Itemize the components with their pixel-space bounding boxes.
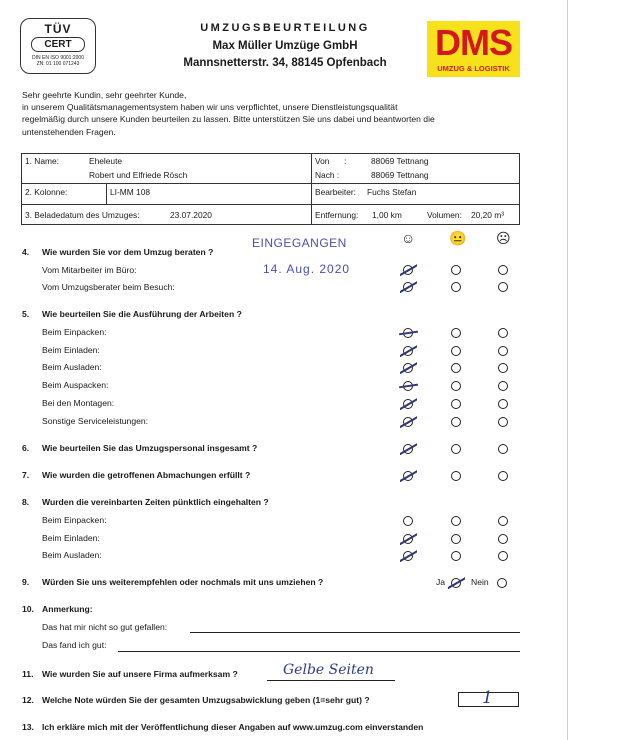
question-5	[22, 309, 242, 319]
rating-radio-good[interactable]	[403, 381, 413, 391]
q4-sub1: Vom Mitarbeiter im Büro:	[42, 265, 137, 275]
recommend-yes-radio[interactable]	[451, 578, 461, 588]
rating-radio-good[interactable]	[403, 417, 413, 427]
q5-sub5: Bei den Montagen:	[42, 398, 115, 408]
q10-sub1: Das hat mir nicht so gut gefallen:	[42, 622, 168, 632]
rating-radio-neutral[interactable]	[451, 265, 461, 275]
grade-answer: 1	[482, 688, 493, 708]
rating-radio-neutral[interactable]	[451, 417, 461, 427]
datum-label: 3. Beladedatum des Umzuges:	[25, 210, 140, 220]
rating-radio-bad[interactable]	[498, 417, 508, 427]
table-divider	[22, 204, 519, 205]
cert-iso: DIN EN ISO 9001:2000	[32, 55, 84, 61]
rating-radio-bad[interactable]	[498, 444, 508, 454]
rating-radio-bad[interactable]	[498, 551, 508, 561]
bearbeiter-value: Fuchs Stefan	[367, 187, 417, 197]
intro-greeting: Sehr geehrte Kundin, sehr geehrter Kunde,	[22, 90, 187, 100]
rating-radio-neutral[interactable]	[451, 282, 461, 292]
name-line2: Robert und Elfriede Rösch	[89, 170, 188, 180]
rating-radio-good[interactable]	[403, 399, 413, 409]
volumen-value: 20,20 m³	[471, 210, 505, 220]
rating-radio-bad[interactable]	[498, 265, 508, 275]
question-number: 10.	[22, 604, 34, 614]
rating-radio-bad[interactable]	[498, 282, 508, 292]
name-label: 1. Name:	[25, 156, 59, 166]
referral-answer: Gelbe Seiten	[283, 662, 374, 678]
q5-sub4: Beim Auspacken:	[42, 380, 109, 390]
question-13	[22, 722, 423, 732]
company-name: Max Müller Umzüge GmbH	[212, 40, 358, 52]
question-number: 8.	[22, 497, 30, 507]
question-text: Wurden die vereinbarten Zeiten pünktlich eingehalten ?	[42, 497, 269, 507]
like-answer-line[interactable]	[118, 651, 520, 652]
q5-sub1: Beim Einpacken:	[42, 327, 107, 337]
question-number: 7.	[22, 470, 30, 480]
rating-radio-good[interactable]	[403, 534, 413, 544]
nach-label: Nach :	[315, 170, 340, 180]
von-label: Von	[315, 156, 330, 166]
kolonne-label: 2. Kolonne:	[25, 187, 68, 197]
nach-value: 88069 Tettnang	[371, 170, 429, 180]
rating-radio-good[interactable]	[403, 516, 413, 526]
sad-face-icon: ☹	[496, 230, 511, 246]
dislike-answer-line[interactable]	[190, 632, 520, 633]
question-8	[22, 497, 269, 507]
rating-radio-good[interactable]	[403, 265, 413, 275]
rating-radio-good[interactable]	[403, 444, 413, 454]
rating-radio-bad[interactable]	[498, 328, 508, 338]
q8-sub3: Beim Ausladen:	[42, 550, 102, 560]
question-text: Anmerkung:	[42, 604, 93, 614]
question-text: Wie wurden Sie auf unsere Firma aufmerksam ?	[42, 669, 238, 679]
entfernung-label: Entfernung:	[315, 210, 359, 220]
rating-radio-good[interactable]	[403, 328, 413, 338]
tuev-text: TÜV	[44, 22, 72, 36]
rating-radio-bad[interactable]	[498, 346, 508, 356]
cert-number: ZN: 01 100 071243	[36, 61, 80, 67]
recommend-no-radio[interactable]	[497, 578, 507, 588]
rating-radio-bad[interactable]	[498, 381, 508, 391]
rating-radio-good[interactable]	[403, 471, 413, 481]
datum-value: 23.07.2020	[170, 210, 212, 220]
rating-radio-bad[interactable]	[498, 534, 508, 544]
rating-radio-bad[interactable]	[498, 399, 508, 409]
question-6	[22, 443, 257, 453]
q5-sub3: Beim Ausladen:	[42, 362, 102, 372]
q5-sub2: Beim Einladen:	[42, 345, 100, 355]
neutral-face-icon: 😐	[449, 230, 467, 246]
table-divider	[106, 183, 107, 204]
rating-radio-neutral[interactable]	[451, 346, 461, 356]
q8-sub2: Beim Einladen:	[42, 533, 100, 543]
dms-brand: DMS	[435, 22, 512, 63]
name-line1: Eheleute	[89, 156, 123, 166]
question-number: 12.	[22, 695, 34, 705]
intro-line: in unserem Qualitätsmanagementsystem haben wir uns verpflichtet, unsere Dienstleistungsqualität	[22, 102, 398, 113]
rating-radio-neutral[interactable]	[451, 534, 461, 544]
rating-radio-neutral[interactable]	[451, 516, 461, 526]
tuev-cert-logo	[20, 18, 96, 74]
cert-text: CERT	[31, 37, 85, 52]
referral-answer-line[interactable]	[267, 680, 395, 681]
rating-radio-neutral[interactable]	[451, 399, 461, 409]
question-number: 13.	[22, 722, 34, 732]
rating-radio-neutral[interactable]	[451, 363, 461, 373]
rating-radio-bad[interactable]	[498, 516, 508, 526]
rating-radio-neutral[interactable]	[451, 444, 461, 454]
rating-radio-bad[interactable]	[498, 471, 508, 481]
von-value: 88069 Tettnang	[371, 156, 429, 166]
rating-radio-neutral[interactable]	[451, 551, 461, 561]
question-text: Würden Sie uns weiterempfehlen oder nochmals mit uns umziehen ?	[42, 577, 324, 587]
nein-label: Nein	[471, 577, 489, 587]
rating-radio-neutral[interactable]	[451, 471, 461, 481]
question-text: Wie wurden Sie vor dem Umzug beraten ?	[42, 247, 214, 257]
received-stamp: EINGEGANGEN	[252, 236, 347, 250]
cert-details	[21, 55, 95, 67]
rating-radio-bad[interactable]	[498, 363, 508, 373]
volumen-label: Volumen:	[427, 210, 462, 220]
question-10	[22, 604, 93, 614]
entfernung-value: 1,00 km	[372, 210, 402, 220]
question-9	[22, 577, 323, 587]
rating-radio-good[interactable]	[403, 551, 413, 561]
rating-radio-good[interactable]	[403, 346, 413, 356]
bearbeiter-label: Bearbeiter:	[315, 187, 356, 197]
rating-radio-neutral[interactable]	[451, 328, 461, 338]
table-divider	[311, 154, 312, 224]
question-text: Wie beurteilen Sie das Umzugspersonal insgesamt ?	[42, 443, 258, 453]
question-number: 6.	[22, 443, 30, 453]
kolonne-value: LI-MM 108	[110, 187, 151, 197]
dms-logo	[427, 21, 520, 77]
rating-radio-good[interactable]	[403, 363, 413, 373]
question-text: Welche Note würden Sie der gesamten Umzugsabwicklung geben (1=sehr gut) ?	[42, 695, 370, 705]
question-7	[22, 470, 250, 480]
q8-sub1: Beim Einpacken:	[42, 515, 107, 525]
q10-sub2: Das fand ich gut:	[42, 640, 107, 650]
von-colon: :	[344, 156, 347, 166]
question-4	[22, 247, 213, 257]
customer-info-table	[21, 153, 520, 225]
rating-radio-good[interactable]	[403, 282, 413, 292]
question-12	[22, 695, 370, 705]
table-divider	[22, 183, 519, 184]
ja-label: Ja	[436, 577, 446, 587]
question-11	[22, 669, 238, 679]
rating-radio-neutral[interactable]	[451, 381, 461, 391]
question-number: 4.	[22, 247, 30, 257]
happy-face-icon: ☺	[401, 230, 416, 246]
form-title: UMZUGSBEURTEILUNG	[200, 22, 370, 34]
company-address: Mannsnetterstr. 34, 88145 Opfenbach	[183, 57, 387, 69]
page-edge	[567, 0, 568, 740]
q5-sub6: Sonstige Serviceleistungen:	[42, 416, 149, 426]
intro-line: regelmäßig durch unsere Kunden beurteilen zu lassen. Bitte unterstützen Sie uns dabei und beantworten die	[22, 114, 435, 125]
intro-line: untenstehenden Fragen.	[22, 126, 116, 137]
question-text: Ich erkläre mich mit der Veröffentlichung dieser Angaben auf www.umzug.com einverstanden	[42, 722, 424, 732]
question-number: 5.	[22, 309, 30, 319]
dms-tagline: UMZUG & LOGISTIK	[437, 64, 510, 73]
intro-text	[22, 89, 522, 138]
question-text: Wie beurteilen Sie die Ausführung der Arbeiten ?	[42, 309, 242, 319]
q4-sub2: Vom Umzugsberater beim Besuch:	[42, 282, 175, 292]
received-stamp-date: 14. Aug. 2020	[263, 262, 351, 276]
question-number: 9.	[22, 577, 30, 587]
question-number: 11.	[22, 669, 34, 679]
question-text: Wie wurden die getroffenen Abmachungen erfüllt ?	[42, 470, 251, 480]
